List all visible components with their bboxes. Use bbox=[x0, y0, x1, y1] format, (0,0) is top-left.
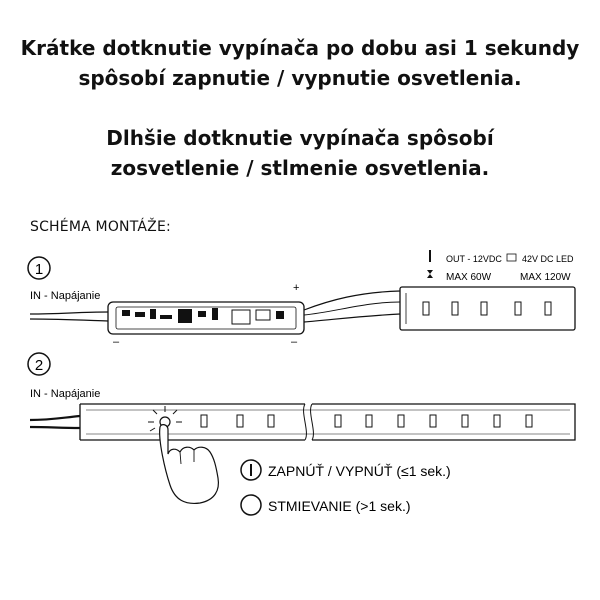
strip-break-right bbox=[311, 404, 314, 440]
input-wire-2a bbox=[30, 416, 80, 420]
step-1-number: 1 bbox=[34, 261, 44, 278]
led-chip bbox=[366, 415, 372, 427]
hand-icon bbox=[160, 425, 219, 504]
pcb-component bbox=[122, 310, 130, 316]
led-symbol-icon bbox=[507, 254, 516, 261]
spec-output-voltage: OUT - 12VDC bbox=[446, 254, 502, 264]
led-profile-right bbox=[312, 404, 575, 440]
led-chip bbox=[430, 415, 436, 427]
output-wire-bottom bbox=[304, 314, 400, 322]
led-chip bbox=[335, 415, 341, 427]
input-wire-bottom bbox=[30, 319, 108, 321]
step-1 bbox=[28, 250, 575, 348]
step-2-input-label: IN - Napájanie bbox=[30, 388, 101, 400]
output-wire-mid bbox=[304, 302, 400, 315]
short-press-line-2: spôsobí zapnutie / vypnutie osvetlenia. bbox=[78, 66, 522, 90]
led-chip bbox=[462, 415, 468, 427]
pcb-component bbox=[160, 315, 172, 319]
section-title: SCHÉMA MONTÁŽE: bbox=[30, 219, 171, 235]
pcb-component bbox=[150, 309, 156, 319]
long-press-line-2: zosvetlenie / stlmenie osvetlenia. bbox=[110, 156, 490, 180]
legend-on-off: ZAPNÚŤ / VYPNÚŤ (≤1 sek.) bbox=[268, 463, 451, 479]
dimming-symbol-icon bbox=[241, 495, 261, 515]
led-chip bbox=[268, 415, 274, 427]
led-chip bbox=[526, 415, 532, 427]
spec-max-120w: MAX 120W bbox=[520, 272, 571, 283]
short-press-line-1: Krátke dotknutie vypínača po dobu asi 1 sekundy bbox=[20, 36, 580, 60]
led-profile-left bbox=[80, 404, 305, 440]
step-2 bbox=[28, 353, 575, 503]
led-chip bbox=[494, 415, 500, 427]
input-wire-2b bbox=[30, 427, 80, 428]
step-2-number: 2 bbox=[34, 357, 44, 374]
step-1-input-label: IN - Napájanie bbox=[30, 290, 101, 302]
pcb-component bbox=[212, 308, 218, 320]
pcb-component bbox=[198, 311, 206, 317]
legend-dimming: STMIEVANIE (>1 sek.) bbox=[268, 498, 411, 514]
led-chip bbox=[237, 415, 243, 427]
legend bbox=[241, 460, 451, 515]
long-press-symbol bbox=[427, 270, 433, 278]
polarity-minus-left: – bbox=[113, 336, 120, 348]
polarity-plus: + bbox=[293, 282, 300, 294]
spec-max-60w: MAX 60W bbox=[446, 272, 492, 283]
led-chip bbox=[201, 415, 207, 427]
strip-break-left bbox=[304, 404, 307, 440]
input-wire-top bbox=[30, 312, 108, 314]
led-chip bbox=[398, 415, 404, 427]
polarity-minus-right: – bbox=[291, 336, 298, 348]
spec-led-voltage: 42V DC LED bbox=[522, 254, 574, 264]
pcb-component bbox=[135, 312, 145, 317]
pcb-chip bbox=[178, 309, 192, 323]
pcb-component bbox=[276, 311, 284, 319]
profile-leds bbox=[201, 415, 532, 427]
long-press-line-1: Dlhšie dotknutie vypínača spôsobí bbox=[106, 126, 494, 150]
